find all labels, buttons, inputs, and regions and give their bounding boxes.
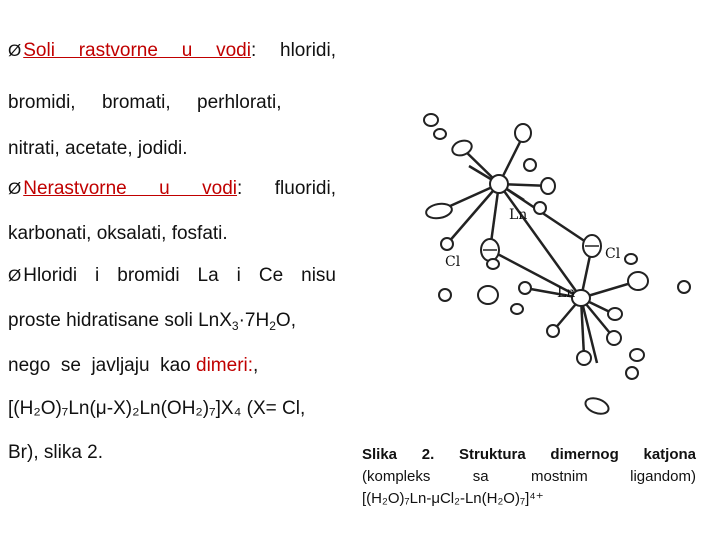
ln-label-top: Ln xyxy=(509,207,528,223)
line-figure-ref: Br), slika 2. xyxy=(8,442,104,463)
formula-part: O, xyxy=(275,310,296,331)
caption-line-3: [(H₂O)₇Ln-μCl₂-Ln(H₂O)₇]⁴⁺ xyxy=(362,490,544,507)
formula-part: proste hidratisane soli LnX xyxy=(8,310,232,331)
dimers-comma: , xyxy=(253,355,259,376)
bullet-soluble xyxy=(8,40,336,62)
line-simple-salts xyxy=(8,310,296,332)
cl-label-left: Cl xyxy=(445,254,461,270)
line-nitrates: nitrati, acetate, jodidi. xyxy=(8,138,188,159)
bullet-marker-3: Ø xyxy=(8,266,22,285)
bullet-marker-1: Ø xyxy=(8,41,22,60)
formula-sub: 3 xyxy=(231,319,239,333)
ln-label-bottom: Ln xyxy=(557,285,576,301)
insoluble-rest: : fluoridi, xyxy=(237,178,336,199)
figure-caption xyxy=(362,444,696,510)
caption-title: Slika 2. Struktura dimernog katjona xyxy=(362,446,696,463)
dimers-lead: nego se javljaju kao xyxy=(8,355,197,376)
caption-line-1 xyxy=(362,444,696,466)
line-bromides: bromidi, bromati, perhlorati, xyxy=(8,92,282,113)
line-formula: [(H₂O)₇Ln(μ-X)₂Ln(OH₂)₇]X₄ (X= Cl, xyxy=(8,398,306,419)
insoluble-heading: Nerastvorne u vodi xyxy=(23,178,238,199)
formula-part: ·7H xyxy=(238,310,270,331)
bullet-chlorides xyxy=(8,265,336,287)
caption-line-2: (kompleks sa mostnim ligandom) xyxy=(362,468,696,485)
formula-sub: 2 xyxy=(269,319,276,333)
ln-atom-top xyxy=(490,175,508,193)
crystal-structure-figure xyxy=(352,88,697,433)
bullet-insoluble xyxy=(8,178,336,200)
dimers-word: dimeri: xyxy=(196,355,254,376)
cl-label-right: Cl xyxy=(605,246,621,262)
soluble-rest: : hloridi, xyxy=(250,40,336,61)
chlorides-text: Hloridi i bromidi La i Ce nisu xyxy=(23,265,336,286)
line-carbonates: karbonati, oksalati, fosfati. xyxy=(8,223,228,244)
line-dimers xyxy=(8,355,258,377)
bullet-marker-2: Ø xyxy=(8,179,22,198)
soluble-heading: Soli rastvorne u vodi xyxy=(23,40,251,61)
